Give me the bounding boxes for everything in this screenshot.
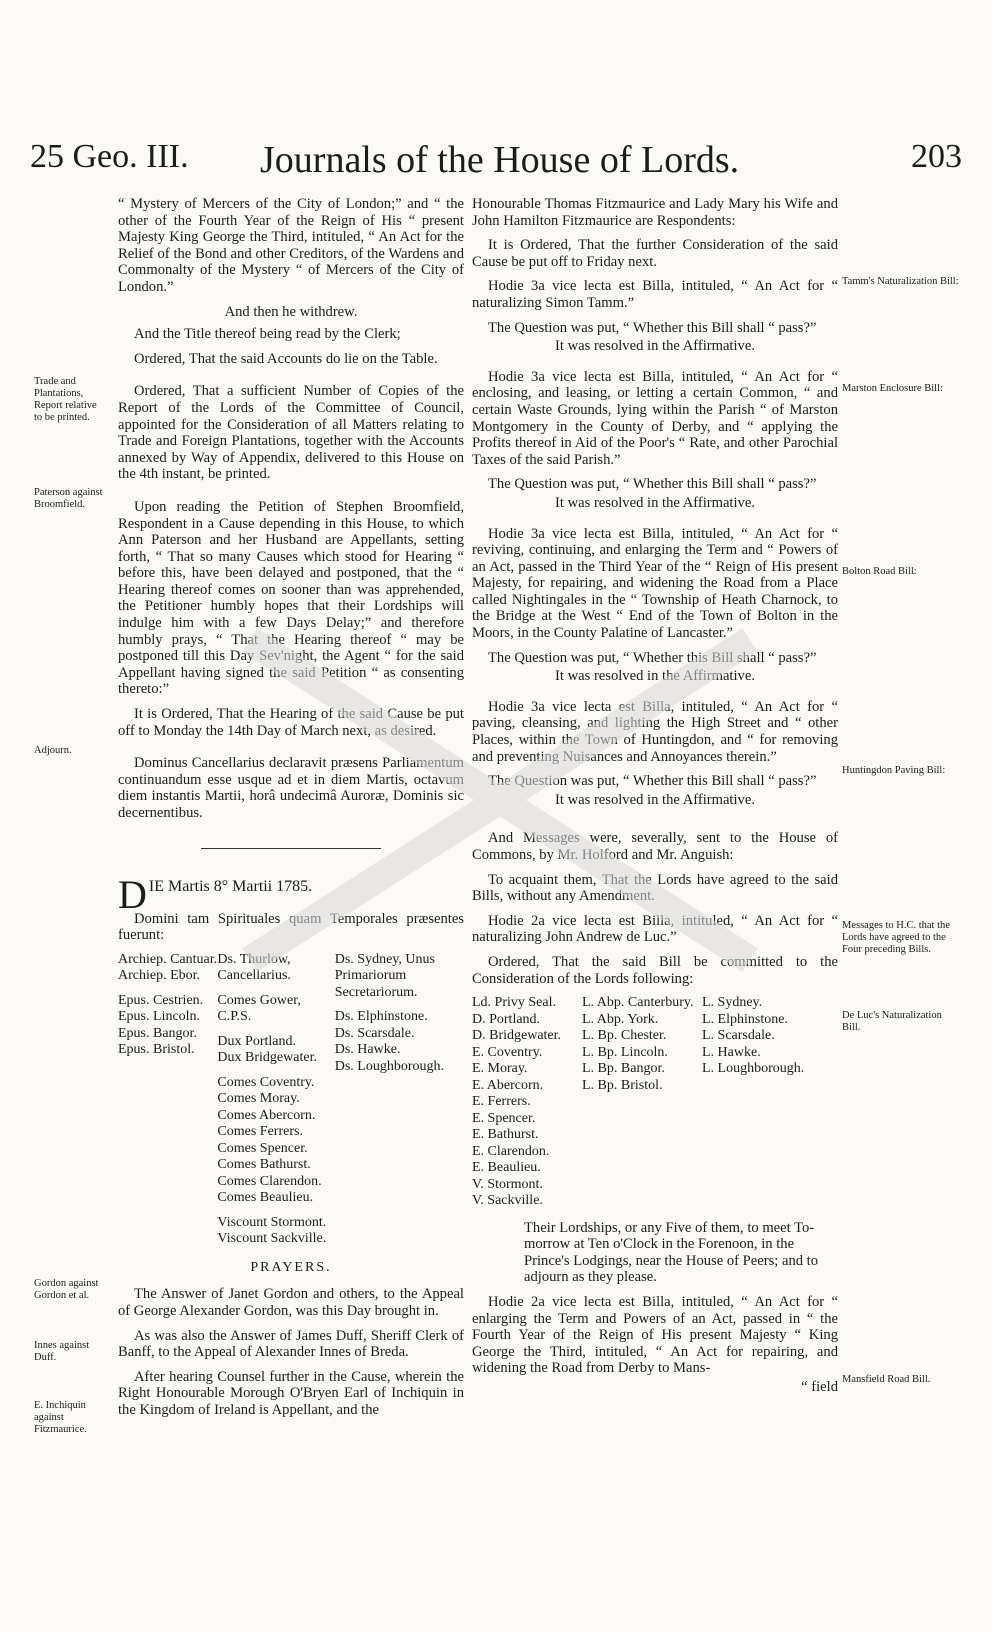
committee-lord-name: Ld. Privy Seal. [472,995,556,1011]
attendee-name: Comes Moray. [217,1091,300,1107]
section-rule [201,848,381,849]
attendee-name: Comes Beaulieu. [217,1190,314,1206]
inchiquin-paragraph: After hearing Counsel further in the Cause, wherein the Right Honourable Morough O'Bryen Earl of Inchiquin in the Kingdom of Ireland is Appellant, and the [118,1368,464,1418]
committee-lord-name: E. Bathurst. [472,1127,539,1143]
question-4: The Question was put, “ Whether this Bill shall “ pass?” [488,773,817,790]
attendee-name: Ds. Hawke. [334,1042,401,1058]
question-3: The Question was put, “ Whether this Bill shall “ pass?” [488,649,817,666]
committee-lord-name: L. Loughborough. [702,1061,805,1077]
journal-title: Journals of the House of Lords. [260,139,740,181]
committee-lord-name: L. Abp. Canterbury. [582,995,694,1011]
margin-note-innes: Innes against Duff. [34,1340,90,1363]
messages-paragraph: And Messages were, severally, sent to the House of Commons, by Mr. Holford and Mr. Anguish: [472,830,838,863]
resolved-1: It was resolved in the Affirmative. [555,338,755,355]
attendee-name [217,1026,334,1034]
margin-note-messages: Messages to H.C. that the Lords have agreed to the Four preceding Bills. [842,920,950,955]
attendee-name [335,1001,464,1009]
attendee-name: Ds. Loughborough. [334,1058,445,1074]
attendee-name: Epus. Bristol. [118,1042,195,1058]
ordered-accounts: Ordered, That the said Accounts do lie on the Table. [134,350,438,367]
regnal-year: 25 Geo. III. [30,138,189,175]
attendee-name [217,1067,334,1075]
attendance-col-barons [335,952,464,1248]
committee-lord-name: D. Bridgewater. [472,1028,562,1044]
committee-lord-name: L. Abp. York. [582,1011,659,1027]
attendance-list [118,952,464,1248]
page-header [30,138,962,188]
committee-lord-name: V. Stormont. [472,1176,543,1192]
attendee-name: Archiep. Ebor. [118,968,201,984]
attendee-name: Comes Coventry. [217,1074,315,1090]
attendee-name: Epus. Cestrien. [118,992,204,1008]
prayers-heading: PRAYERS. [250,1259,332,1275]
attendee-name: Epus. Bangor. [118,1025,197,1041]
committee-lord-name: L. Bp. Bristol. [582,1077,663,1093]
attendee-name: Dux Portland. [217,1033,296,1049]
resolved-3: It was resolved in the Affirmative. [555,668,755,685]
title-read-line: And the Title thereof being read by the Clerk; [134,326,401,343]
lords-col-temporal [472,995,582,1210]
mansfield-bill: Hodie 2a vice lecta est Billa, intituled, “ An Act for “ enlarging the Term and Powers of an Act, passed in “ the Fourth Year of the Reign of His present Majesty “ King George the Third, intituled, “ An Act for repairing, and widening the Road from Derby to Mans- [472,1294,838,1377]
right-column [472,196,838,1404]
margin-note-bolton: Bolton Road Bill: [842,566,917,577]
catchword: “ field [801,1379,838,1395]
attendee-name: Ds. Scarsdale. [334,1025,415,1041]
margin-note-paterson: Paterson against Broomfield. [34,487,103,510]
attendee-name: Comes Abercorn. [217,1107,316,1123]
bolton-bill: Hodie 3a vice lecta est Billa, intituled, “ An Act for “ reviving, continuing, and enlarging the Term and “ Powers of an Act, passed in the Third Year of the “ Reign of His present Majesty, for repairing, and widening the Road from a Place called Nightingales in the “ Township of Heath Charnock, to the Bridge at the West “ End of the Town of Bolton in the Moors, in the County Palatine of Lancaster.” [472,525,838,642]
committee-lord-name: V. Sackville. [472,1193,543,1209]
margin-note-adjourn: Adjourn. [34,745,72,756]
attendee-name [118,985,217,993]
deluc-bill: Hodie 2a vice lecta est Billa, intituled, “ An Act for “ naturalizing John Andrew de Luc.” [472,912,838,946]
attendee-name: Comes Spencer. [217,1140,308,1156]
domini-line: Domini tam Spirituales quam Temporales præsentes fuerunt: [118,910,464,944]
paterson-paragraph: Upon reading the Petition of Stephen Broomfield, Respondent in a Cause depending in this House, to which Ann Paterson and her Husband are Appellants, setting forth, “ That so many Causes which stood for Hearing “ before this, have been delayed and postponed, that the “ Hearing thereof comes on sooner than was apprehended, the Petitioner humbly hopes that their Lordships will indulge him with a few Days Delay;” and therefore humbly prays, “ That the Hearing thereof “ may be postponed till this Day Sev'night, the Agent “ for the said Appellant having signed the said Petition “ as consenting thereto:” [118,498,464,698]
margin-note-mansfield: Mansfield Road Bill. [842,1374,931,1385]
tamm-bill: Hodie 3a vice lecta est Billa, intituled, “ An Act for “ naturalizing Simon Tamm.” [472,278,838,311]
huntingdon-bill: Hodie 3a vice lecta est Billa, intituled, “ An Act for “ paving, cleansing, and lighting the High Street and “ other Places, within the Town of Huntingdon, and “ for removing and preventing Nuisances and Annoyances therein.” [472,698,838,765]
date-dropcap: D [118,871,147,917]
attendee-name: Epus. Lincoln. [118,1009,201,1025]
attendee-name: Comes Ferrers. [217,1124,303,1140]
continuation-ordered: It is Ordered, That the further Consideration of the said Cause be put off to Friday next. [472,237,838,270]
committee-lord-name: L. Sydney. [702,995,763,1011]
attendee-name: Comes Clarendon. [217,1173,322,1189]
committee-lord-name: L. Scarsdale. [702,1028,775,1044]
committee-lord-name: L. Bp. Lincoln. [582,1044,668,1060]
gordon-paragraph: The Answer of Janet Gordon and others, to the Appeal of George Alexander Gordon, was this Day brought in. [118,1286,464,1319]
paterson-ordered: It is Ordered, That the Hearing of the said Cause be put off to Monday the 14th Day of March next, as desired. [118,706,464,739]
committee-lord-name: E. Coventry. [472,1044,543,1060]
margin-note-inchiquin: E. Inchiquin against Fitzmaurice. [34,1400,87,1435]
attendee-name: Ds. Sydney, Unus Primariorum Secretariorum. [334,951,435,1000]
question-2: The Question was put, “ Whether this Bill shall “ pass?” [488,476,817,493]
respondents-continuation: Honourable Thomas Fitzmaurice and Lady Mary his Wife and John Hamilton Fitzmaurice are Respondents: [472,196,838,229]
date-heading [118,871,464,917]
date-text: IE Martis 8° Martii 1785. [148,877,313,895]
committee-lord-name: E. Clarendon. [472,1143,550,1159]
attendance-col-peers [217,952,334,1248]
trade-paragraph: Ordered, That a sufficient Number of Copies of the Report of the Lords of the Committee of Council, appointed for the Consideration of all Matters relating to Trade and Foreign Plantations, together with the Accounts annexed by Way of Appendix, delivered to this House on the 4th instant, be printed. [118,383,464,483]
lords-col-barons [702,995,822,1210]
committee-lord-name: E. Abercorn. [472,1077,544,1093]
continuation-quote: “ Mystery of Mercers of the City of London;” and “ the other of the Fourth Year of the Reign of His “ present Majesty King George the Third, intituled, “ An Act for the Relief of the Bond and other Creditors, of the Wardens and Commonalty of the Mystery “ of Mercers of the City of London.” [118,196,464,295]
attendee-name [217,985,334,993]
attendee-name: Ds. Elphinstone. [334,1009,428,1025]
committee-lord-name: L. Bp. Bangor. [582,1061,665,1077]
withdrew-line: And then he withdrew. [224,303,358,320]
adjourn-paragraph: Dominus Cancellarius declaravit præsens Parliamentum continuandum esse usque ad et in diem Martis, octavum diem instantis Martii, horâ undecimâ Auroræ, Dominis sic decernentibus. [118,755,464,821]
committee-lord-name: L. Hawke. [702,1044,761,1060]
margin-note-trade: Trade and Plantations, Report relative to be printed. [34,376,97,423]
acquaint-paragraph: To acquaint them, That the Lords have agreed to the said Bills, without any Amendment. [472,871,838,905]
margin-note-deluc: De Luc's Naturalization Bill. [842,1010,942,1033]
attendee-name: Viscount Stormont. [217,1214,327,1230]
committee-lord-name: L. Bp. Chester. [582,1028,667,1044]
page-number: 203 [911,138,962,175]
committee-lord-name: L. Elphinstone. [702,1011,788,1027]
attendee-name: Ds. Thurlow, Cancellarius. [217,951,291,984]
question-1: The Question was put, “ Whether this Bill shall “ pass?” [488,319,817,336]
committee-lord-name: E. Spencer. [472,1110,536,1126]
margin-note-marston: Marston Enclosure Bill: [842,383,943,394]
attendee-name: Archiep. Cantuar. [118,951,218,967]
committee-lords-list [472,995,838,1210]
attendance-col-bishops [118,952,217,1248]
margin-note-tamm: Tamm's Naturalization Bill: [842,276,959,287]
margin-note-huntingdon: Huntingdon Paving Bill: [842,765,946,776]
resolved-2: It was resolved in the Affirmative. [555,494,755,511]
lords-col-spiritual [582,995,702,1210]
attendee-name: Dux Bridgewater. [217,1050,317,1066]
committee-lord-name: E. Ferrers. [472,1094,531,1110]
attendee-name: Viscount Sackville. [217,1231,327,1247]
attendee-name: Comes Bathurst. [217,1157,311,1173]
resolved-4: It was resolved in the Affirmative. [555,791,755,808]
marston-bill: Hodie 3a vice lecta est Billa, intituled, “ An Act for “ enclosing, and leasing, or letting a certain Common, “ and certain Waste Grounds, lying within the Parish “ of Marston Montgomery in the County of Derby, and “ applying the Profits thereof in Aid of the Poor's “ Rate, and other Parochial Taxes of the said Parish.” [472,368,838,468]
margin-note-gordon: Gordon against Gordon et al. [34,1278,99,1301]
committee-lord-name: D. Portland. [472,1011,541,1027]
left-column [118,196,464,1427]
committee-lord-name: E. Moray. [472,1061,528,1077]
meeting-instructions: Their Lordships, or any Five of them, to meet To-morrow at Ten o'Clock in the Forenoon, in the Prince's Lodgings, near the House of Peers; and to adjourn as they please. [524,1219,819,1286]
committee-lord-name: E. Beaulieu. [472,1160,541,1176]
attendee-name [217,1207,334,1215]
deluc-ordered: Ordered, That the said Bill be committed to the Consideration of the Lords following: [472,953,838,987]
innes-paragraph: As was also the Answer of James Duff, Sheriff Clerk of Banff, to the Appeal of Alexander Innes of Breda. [118,1327,464,1361]
attendee-name: Comes Gower, C.P.S. [217,992,301,1025]
